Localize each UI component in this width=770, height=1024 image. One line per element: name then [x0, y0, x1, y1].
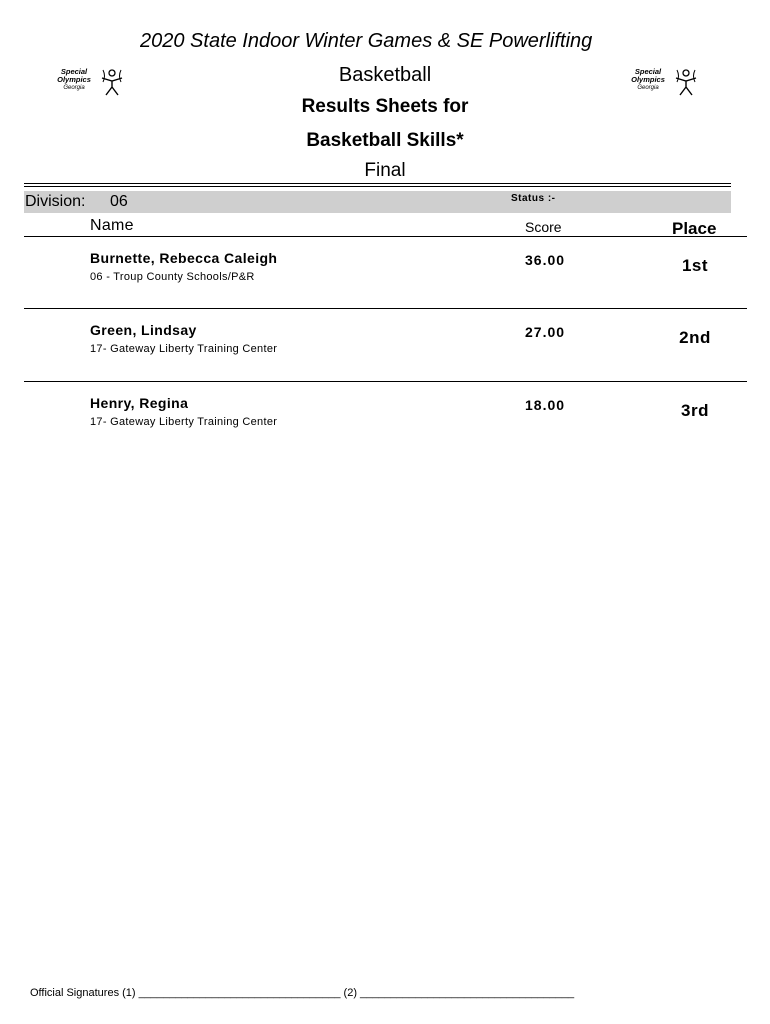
- column-header-score: Score: [525, 219, 562, 235]
- athlete-place: 2nd: [679, 328, 711, 347]
- athlete-score: 27.00: [525, 324, 566, 340]
- division-bar: [24, 191, 731, 213]
- result-row: [0, 322, 770, 394]
- header-rule: [24, 236, 747, 237]
- logo-right-line2: Olympics: [631, 75, 665, 84]
- athlete-name: Henry, Regina: [90, 395, 189, 411]
- row-divider: [24, 308, 747, 309]
- athlete-name: Burnette, Rebecca Caleigh: [90, 250, 278, 266]
- logo-left-line3: Georgia: [63, 85, 85, 91]
- logo-right-line1: Special: [634, 67, 662, 76]
- official-signatures-line: Official Signatures (1) _________________________________ (2) ___________________________________: [30, 987, 575, 999]
- athlete-team: 17- Gateway Liberty Training Center: [90, 343, 278, 355]
- athlete-score: 36.00: [525, 252, 566, 268]
- logo-left-line1: Special: [60, 67, 88, 76]
- status-label: Status :-: [511, 193, 556, 204]
- sport-title: Basketball: [338, 64, 432, 86]
- athlete-team: 17- Gateway Liberty Training Center: [90, 416, 278, 428]
- round-label: Final: [364, 160, 406, 181]
- column-header-place: Place: [672, 219, 717, 238]
- top-rule-second: [24, 186, 731, 187]
- result-row: [0, 395, 770, 467]
- athlete-place: 1st: [681, 256, 709, 275]
- athlete-team: 06 - Troup County Schools/P&R: [90, 271, 255, 283]
- athlete-place: 3rd: [681, 401, 709, 420]
- athlete-score: 18.00: [525, 397, 566, 413]
- logo-right-line3: Georgia: [637, 85, 659, 91]
- logo-left-line2: Olympics: [57, 75, 91, 84]
- athlete-name: Green, Lindsay: [90, 322, 197, 338]
- division-value: 06: [110, 193, 128, 210]
- division-label: Division:: [25, 193, 86, 210]
- results-heading-line1: Results Sheets for: [301, 96, 469, 117]
- result-row: [0, 250, 770, 322]
- row-divider: [24, 381, 747, 382]
- event-title: 2020 State Indoor Winter Games & SE Powerlifting: [140, 30, 593, 52]
- results-heading-line2: Basketball Skills*: [306, 130, 464, 151]
- top-rule: [24, 183, 731, 184]
- column-header-name: Name: [90, 217, 134, 234]
